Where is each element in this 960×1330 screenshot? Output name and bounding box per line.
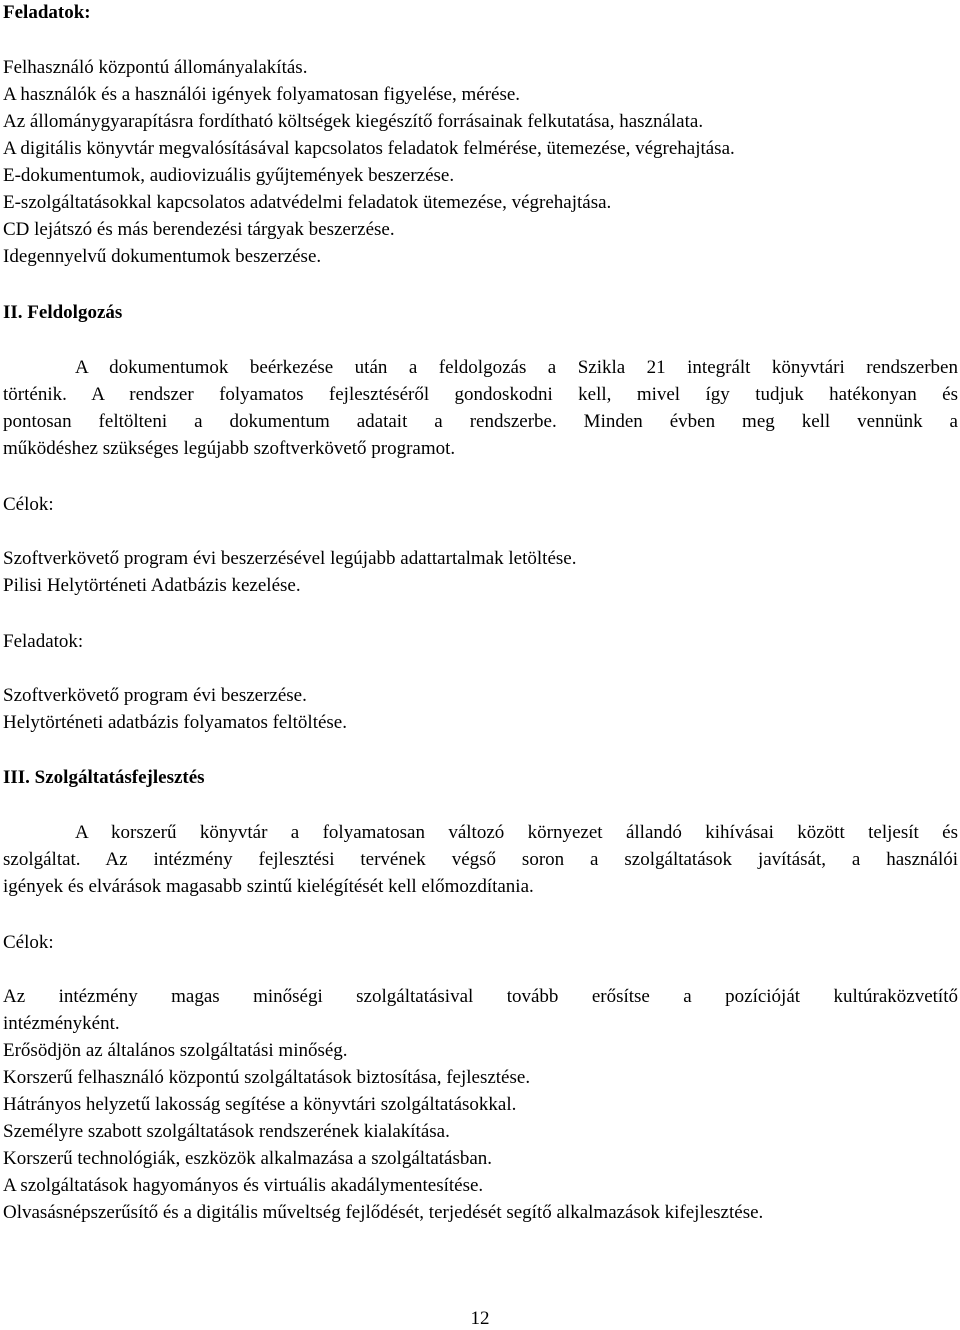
task-item: E-dokumentumok, audiovizuális gyűjtemények beszerzése.: [3, 165, 455, 186]
task-item: Szoftverkövető program évi beszerzése.: [3, 685, 307, 706]
goal-item: intézményként.: [3, 1013, 120, 1034]
task-item: CD lejátszó és más berendezési tárgyak beszerzése.: [3, 219, 395, 240]
goal-item: Személyre szabott szolgáltatások rendszerének kialakítása.: [3, 1121, 450, 1142]
paragraph-line: működéshez szükséges legújabb szoftverkövető programot.: [3, 438, 456, 459]
tasks-heading: Feladatok:: [3, 2, 91, 23]
goal-item: Korszerű felhasználó központú szolgáltatások biztosítása, fejlesztése.: [3, 1067, 531, 1088]
goal-item: Pilisi Helytörténeti Adatbázis kezelése.: [3, 575, 301, 596]
task-item: Idegennyelvű dokumentumok beszerzése.: [3, 246, 322, 267]
paragraph-line: A dokumentumok beérkezése után a feldolgozás a Szikla 21 integrált könyvtári rendszerben: [75, 357, 958, 378]
page-number: 12: [470, 1308, 490, 1329]
tasks-heading: Feladatok:: [3, 631, 84, 652]
goals-heading: Célok:: [3, 932, 54, 953]
goal-item: Hátrányos helyzetű lakosság segítése a könyvtári szolgáltatásokkal.: [3, 1094, 517, 1115]
goal-item: Erősödjön az általános szolgáltatási minőség.: [3, 1040, 348, 1061]
task-item: A használók és a használói igények folyamatosan figyelése, mérése.: [3, 84, 521, 105]
paragraph-line: történik. A rendszer folyamatos fejlesztéséről gondoskodni kell, mivel így tudjuk hatékonyan és: [3, 384, 958, 405]
task-item: E-szolgáltatásokkal kapcsolatos adatvédelmi feladatok ütemezése, végrehajtása.: [3, 192, 612, 213]
section-heading-szolgaltatasfejlesztes: III. Szolgáltatásfejlesztés: [3, 767, 205, 788]
paragraph-line: igények és elvárások magasabb szintű kielégítését kell előmozdítania.: [3, 876, 534, 897]
paragraph-line: pontosan feltölteni a dokumentum adatait a rendszerbe. Minden évben meg kell vennünk a: [3, 411, 958, 432]
task-item: Az állománygyarapításra fordítható költségek kiegészítő forrásainak felkutatása, használata.: [3, 111, 704, 132]
task-item: A digitális könyvtár megvalósításával kapcsolatos feladatok felmérése, ütemezése, végrehajtása.: [3, 138, 735, 159]
goals-heading: Célok:: [3, 494, 54, 515]
goal-item: Olvasásnépszerűsítő és a digitális műveltség fejlődését, terjedését segítő alkalmazások kifejlesztése.: [3, 1202, 764, 1223]
goal-item: A szolgáltatások hagyományos és virtuális akadálymentesítése.: [3, 1175, 484, 1196]
task-item: Helytörténeti adatbázis folyamatos feltöltése.: [3, 712, 347, 733]
goal-item: Korszerű technológiák, eszközök alkalmazása a szolgáltatásban.: [3, 1148, 493, 1169]
paragraph-line: A korszerű könyvtár a folyamatosan változó környezet állandó kihívásai között teljesít és: [75, 822, 958, 843]
section-heading-feldolgozas: II. Feldolgozás: [3, 302, 123, 323]
task-item: Felhasználó központú állományalakítás.: [3, 57, 308, 78]
goal-item: Szoftverkövető program évi beszerzésével legújabb adattartalmak letöltése.: [3, 548, 577, 569]
goal-item: Az intézmény magas minőségi szolgáltatásival tovább erősítse a pozícióját kultúraközvetítő: [3, 986, 958, 1007]
paragraph-line: szolgáltat. Az intézmény fejlesztési tervének végső soron a szolgáltatások javítását, a használói: [3, 849, 958, 870]
